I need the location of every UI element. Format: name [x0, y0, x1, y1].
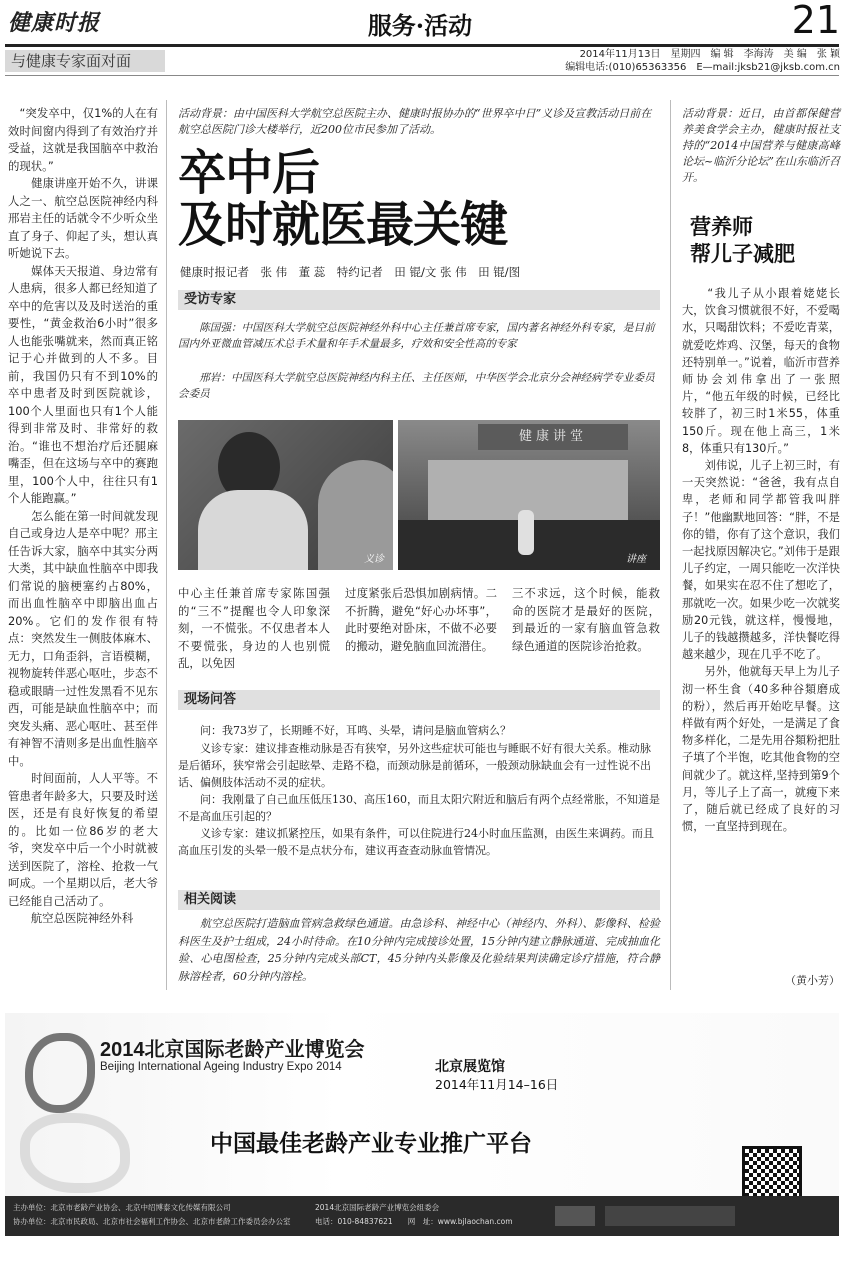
headline-line-1: 卒中后 — [178, 145, 320, 201]
right-column-author: （黄小芳） — [785, 974, 840, 987]
expo-title-en: Beijing International Ageing Industry Expo 2014 — [100, 1061, 342, 1073]
right-column-body: “我儿子从小跟着姥姥长大，饮食习惯就很不好，不爱喝水，只喝甜饮料；不爱吃青菜，就爱吃炸鸡、汉堡，每天的食物还特别单一。”说着，临沂市营养师协会刘伟拿出了一张照片，“他五年级的时候，已经比较胖了，初三时1米55，体重150斤。现在他上高三，1米8，体重只有130斤。” 刘伟说，儿子上初三时，有一天突然说：“爸爸，我有点自卑，老师和同学都管我叫胖子！”他幽默地回答：“胖，不是你的错，你有了这个意识，我们一起找原因解决它。”刘伟于是跟儿子约定，一周只能吃一次洋快餐，如果实在忍不住了想吃了，那就吃一次。如果少吃一次就奖励20元钱，就这样，慢慢地，儿子的钱越攒越多，洋快餐吃得越来越少，现在几乎不吃了。 另外，他就每天早上为儿子沏一杯生食（40多种谷類磨成的粉），然后再开始吃早餐。这样做有两个好处，一是满足了食物多样化，二是先用谷類粉把肚子填了个半饱，吃其他食物的空间就少了。就这样,坚持到第9个月，等儿子上了高一，就瘦下来了，随后就已经成了良好的习惯，一直坚持到现在。 — [682, 287, 840, 834]
expo-slogan: 中国最佳老龄产业专业推广平台 — [210, 1130, 532, 1157]
masthead-rule — [5, 44, 839, 47]
footer-contact: 电话：010-84837621 网 址：www.bjlaochan.com — [315, 1217, 513, 1226]
expert-xing: 邢岩：中国医科大学航空总医院神经内科主任、主任医师，中华医学会北京分会神经病学专业委员会委员 — [178, 372, 655, 400]
expo-venue: 北京展览馆 — [435, 1059, 505, 1075]
footer-committee: 2014北京国际老龄产业博览会组委会 — [315, 1203, 440, 1212]
qa-section-title: 现场问答 — [178, 690, 660, 710]
qa-question-2: 问：我刚量了自己血压低压130、高压160，而且太阳穴附近和脑后有两个点经常胀，不知道是不是高血压引起的？ — [178, 793, 660, 823]
column-banner: 与健康专家面对面 — [5, 50, 165, 72]
right-headline-line-1: 营养师 — [690, 214, 753, 239]
photo-consultation — [178, 420, 393, 570]
issue-info — [420, 48, 840, 74]
expo-title-cn: 2014北京国际老龄产业博览会 — [100, 1039, 365, 1061]
issue-date-editors: 2014年11月13日 星期四 编 辑 李海涛 美 编 张 颖 — [579, 49, 840, 60]
photo-speaker — [518, 510, 534, 555]
left-column-text: “突发卒中，仅1%的人在有效时间窗内得到了有效治疗并受益，这就是我国脑卒中救治的现状。” 健康讲座开始不久，讲课人之一、航空总医院神经内科邢岩主任的话就令不少听众坐直了身子、仰起了头，想认真听她说下去。 媒体天天报道、身边常有人患病，很多人都已经知道了卒中的危害以及及时送治的重要性，“黄金救治6小时”很多人也能张嘴就来，然而真正铭记于心并做到的人不多。目前，我国仍只有不到10%的卒中患者及时到医院就诊，100个人里面也只有1个人能得到非常及时、非常好的救治。“谁也不想治疗后还腿麻嘴歪，但在这场与卒中的赛跑里，100个人中，往往只有1个人能跑赢。” 怎么能在第一时间就发现自己或身边人是卒中呢？邢主任告诉大家，脑卒中其实分两大类，其中缺血性脑卒中即我们常说的脑梗塞约占80%，而出血性脑卒中即脑出血占20%。它们的发作很有特点：突然发生一侧肢体麻木、无力，口角歪斜，言语模糊，视物旋转伴恶心呕吐，步态不稳或眼睛一过性发黑看不见东西，可能是缺血性脑卒中；而突发头痛、恶心呕吐、甚至伴有神智不清则多是出血性脑卒中。 时间面前，人人平等。不管患者年龄多大，只要及时送医，还是有良好恢复的希望的。比如一位86岁的老大爷，突发卒中后一个小时就被送到医院了，溶栓、抢救一气呵成。一个星期以后，老大爷已经能自己活动了。 航空总医院神经外科 — [8, 106, 158, 925]
expert-chen: 陈国强：中国医科大学航空总医院神经外科中心主任兼首席专家，国内著名神经外科专家，是目前国内外亚微血管减压术总手术量和年手术量最多，疗效和安全性高的专家 — [178, 322, 655, 350]
right-headline-line-2: 帮儿子减肥 — [690, 241, 795, 266]
mid-column-3: 三不求远，这个时候，能救命的医院才是最好的医院，到最近的一家有脑血管急救绿色通道的医院诊治抢救。 — [512, 586, 660, 653]
column-divider — [166, 100, 167, 990]
mid-column-1: 中心主任兼首席专家陈国强的“三不”提醒也令人印象深刻，一不慌张。不仅患者本人不要慌张，身边的人也别慌乱，以免因 — [178, 586, 330, 670]
qa-question-1: 问：我73岁了，长期睡不好，耳鸣、头晕，请问是脑血管病么？ — [200, 724, 511, 737]
photo-figure-doctor-coat — [198, 490, 308, 570]
ad-footer — [5, 1196, 839, 1236]
right-activity-background: 活动背景：近日，由首都保健营养美食学会主办，健康时报社支持的“2014中国营养与健康高峰论坛~临沂分论坛”在山东临沂召开。 — [682, 107, 840, 184]
footer-co-organizers: 协办单位：北京市民政局、北京市社会福利工作协会、北京市老龄工作委员会办公室 — [13, 1217, 291, 1226]
expo-logo-icon — [25, 1033, 95, 1113]
expo-dates: 2014年11月14–16日 — [435, 1077, 559, 1092]
related-reading-body: 航空总医院打造脑血管病急救绿色通道。由急诊科、神经中心（神经内、外科）、影像科、检验科医生及护士组成，24小时待命。在10分钟内完成接诊处置，15分钟内建立静脉通道、完成抽血化验、心电图检查，25分钟内完成头部CT，45分钟内头影像及化验结果判读确定诊疗措施，符合静脉溶栓者，60分钟内溶栓。 — [178, 917, 660, 983]
experts-section-title: 受访专家 — [178, 290, 660, 310]
sponsor-logo-1 — [555, 1206, 595, 1226]
section-title: 服务·活动 — [367, 11, 473, 40]
qa-answer-2: 义诊专家：建议抓紧控压，如果有条件，可以住院进行24小时血压监测，由医生来调药。而且高血压引发的头晕一般不是点状分布，建议再查查动脉血管情况。 — [178, 827, 654, 857]
article-headline — [178, 147, 598, 251]
right-headline — [690, 213, 840, 267]
footer-organizers: 主办单位：北京市老龄产业协会、北京中绍博泰文化传媒有限公司 — [13, 1203, 231, 1212]
qa-answer-1: 义诊专家：建议排查椎动脉是否有狭窄，另外这些症状可能也与睡眠不好有很大关系。椎动脉是后循环，狭窄常会引起眩晕、走路不稳，而颈动脉是前循环，一般颈动脉缺血会有一过性说不出话、偏侧肢体活动不灵的症状。 — [178, 742, 651, 789]
newspaper-logo: 健康时报 — [8, 10, 101, 36]
related-section-title: 相关阅读 — [178, 890, 660, 910]
article-byline: 健康时报记者 张 伟 董 蕊 特约记者 田 锟/文 张 伟 田 锟/图 — [180, 265, 521, 279]
headline-line-2: 及时就医最关键 — [178, 197, 508, 253]
lecture-sign: 健康讲堂 — [478, 424, 628, 450]
ad-calligraphy-decoration — [20, 1113, 130, 1193]
photo-lecture — [398, 420, 660, 570]
photo-caption-consultation: 义诊 — [364, 554, 384, 565]
editor-contact: 编辑电话:(010)65363356 E—mail:jksb21@jksb.com.cn — [565, 62, 840, 73]
photo-caption-lecture: 讲座 — [626, 554, 646, 565]
page-number: 21 — [791, 0, 840, 42]
sponsor-logo-2 — [605, 1206, 735, 1226]
column-divider-right — [670, 100, 671, 990]
activity-background: 活动背景：由中国医科大学航空总医院主办、健康时报协办的“世界卒中日”义诊及宣教活动日前在航空总医院门诊大楼举行，近200位市民参加了活动。 — [178, 107, 652, 136]
header-rule — [5, 75, 839, 76]
mid-column-2: 过度紧张后恐惧加剧病情。二不折腾，避免“好心办坏事”，此时要绝对卧床，不做不必要的搬动，避免脑血回流潜住。 — [345, 586, 497, 653]
